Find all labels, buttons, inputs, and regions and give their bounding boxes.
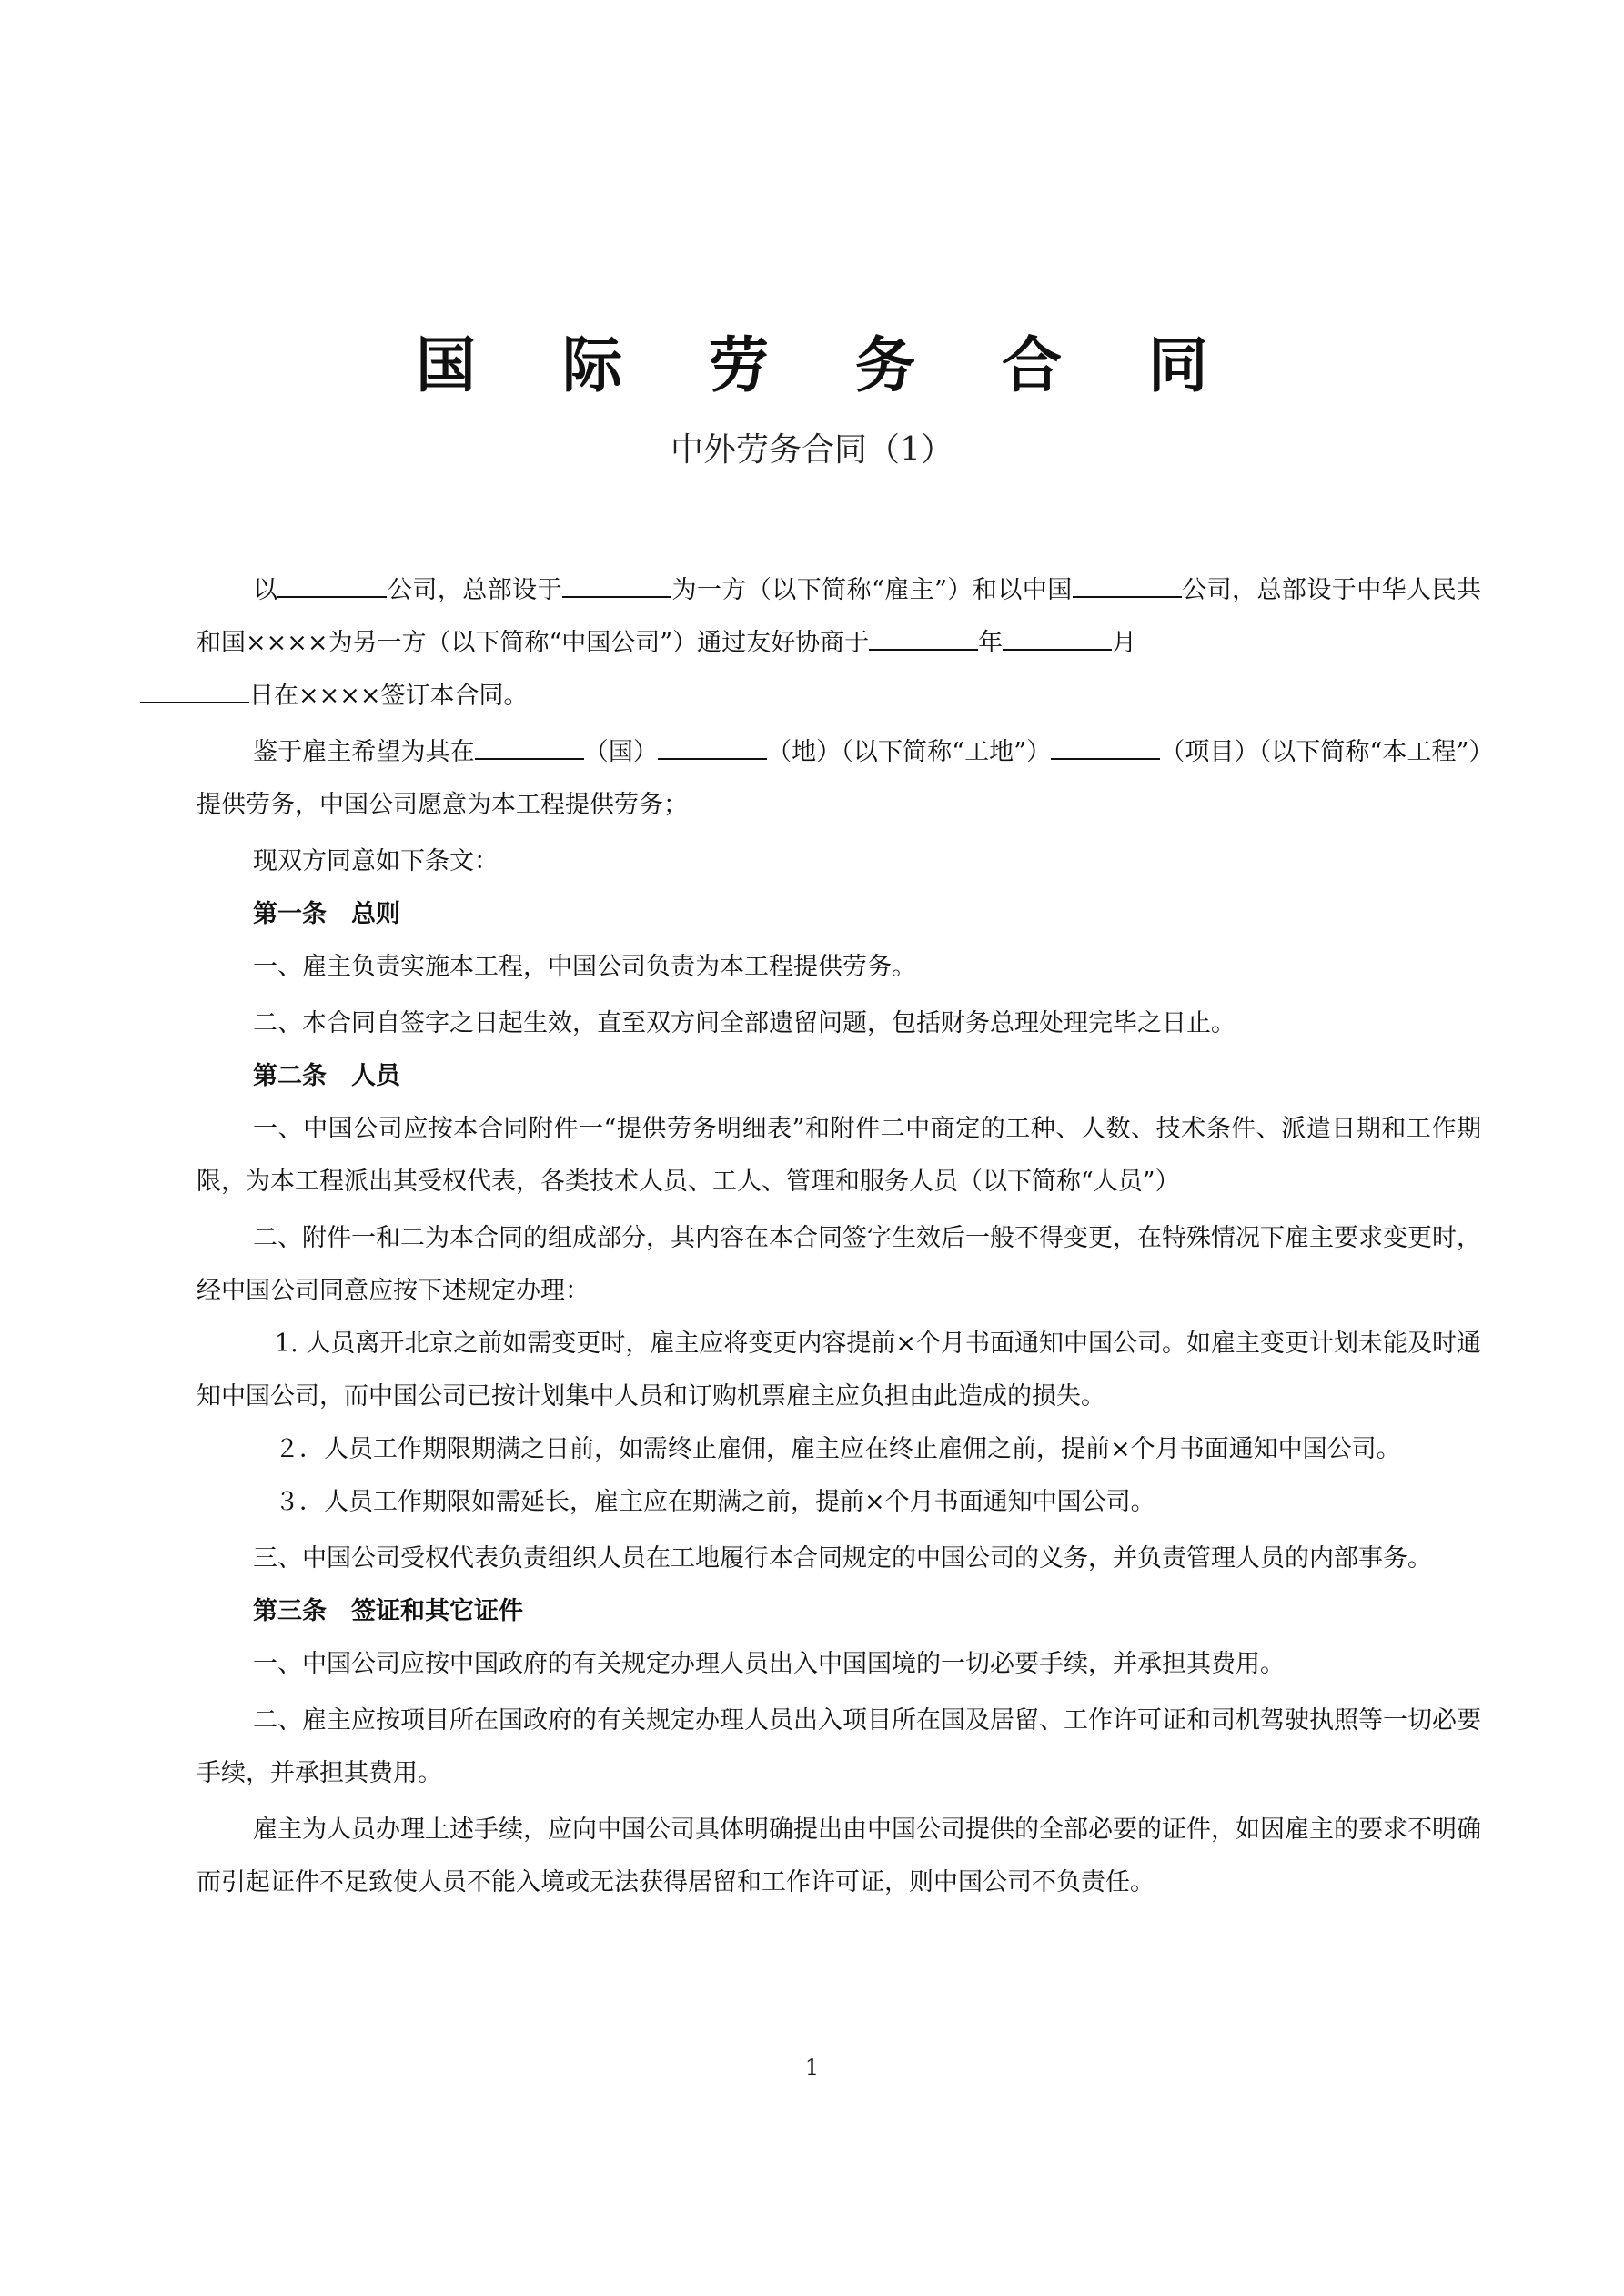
text-run: 年	[978, 629, 1004, 657]
preamble-paragraph-project	[197, 726, 1481, 832]
text-run: 日在××××签订本合同。	[249, 682, 529, 710]
article-list-item: ３．人员工作期限如需延长，雇主应在期满之前，提前×个月书面通知中国公司。	[275, 1488, 1155, 1516]
article-paragraph: 一、中国公司应按中国政府的有关规定办理人员出入中国国境的一切必要手续，并承担其费用。	[253, 1650, 1285, 1678]
document-title: 国 际 劳 务 合 同	[416, 330, 1241, 400]
text-run: 以	[253, 576, 278, 604]
fill-in-blank[interactable]	[869, 627, 978, 651]
fill-in-blank[interactable]	[1051, 736, 1160, 760]
text-run: 公司，总部设于中华人民共和国××××为另一方（以下简称“中国公司”）通过友好协商于	[197, 576, 1482, 657]
text-run: （项目）（以下简称“本工程”）提供劳务，中国公司愿意为本工程提供劳务；	[197, 738, 1481, 819]
article-paragraph: 二、附件一和二为本合同的组成部分，其内容在本合同签字生效后一般不得变更，在特殊情况下雇主要求变更时，经中国公司同意应按下述规定办理：	[197, 1224, 1481, 1305]
preamble-agreement: 现双方同意如下条文：	[253, 847, 499, 875]
article-heading: 第三条 签证和其它证件	[253, 1597, 523, 1625]
text-run: 鉴于雇主希望为其在	[253, 738, 475, 766]
article-list-item: 1. 人员离开北京之前如需变更时，雇主应将变更内容提前×个月书面通知中国公司。如雇主变更计划未能及时通知中国公司，而中国公司已按计划集中人员和订购机票雇主应负担由此造成的损失。	[197, 1330, 1481, 1411]
page-number: 1	[804, 2055, 820, 2080]
article-paragraph: 二、本合同自签字之日起生效，直至双方间全部遗留问题，包括财务总理处理完毕之日止。	[253, 1009, 1236, 1037]
fill-in-blank[interactable]	[475, 736, 584, 760]
document-body	[197, 564, 1481, 1909]
article-heading: 第二条 人员	[253, 1062, 400, 1090]
fill-in-blank[interactable]	[658, 736, 767, 760]
article-paragraph: 二、雇主应按项目所在国政府的有关规定办理人员出入项目所在国及居留、工作许可证和司机驾驶执照等一切必要手续，并承担其费用。	[197, 1706, 1481, 1787]
text-run: （地）（以下简称“工地”）	[767, 738, 1052, 766]
text-run: 月	[1112, 629, 1137, 657]
text-run: 为一方（以下简称“雇主”）和以中国	[671, 576, 1073, 604]
document-subtitle: 中外劳务合同（1）	[671, 431, 953, 469]
preamble-paragraph-parties	[197, 564, 1481, 723]
fill-in-blank[interactable]	[1073, 574, 1182, 598]
fill-in-blank[interactable]	[140, 680, 249, 703]
text-run: （国）	[583, 738, 659, 766]
article-heading: 第一条 总则	[253, 900, 400, 928]
fill-in-blank[interactable]	[1003, 627, 1112, 651]
article-list-item: ２．人员工作期限期满之日前，如需终止雇佣，雇主应在终止雇佣之前，提前×个月书面通知中国公司。	[275, 1435, 1401, 1463]
article-paragraph: 一、中国公司应按本合同附件一“提供劳务明细表”和附件二中商定的工种、人数、技术条件、派遣日期和工作期限，为本工程派出其受权代表，各类技术人员、工人、管理和服务人员（以下简称“人员”）	[197, 1115, 1481, 1196]
article-paragraph: 三、中国公司受权代表负责组织人员在工地履行本合同规定的中国公司的义务，并负责管理人员的内部事务。	[253, 1544, 1432, 1573]
article-paragraph: 雇主为人员办理上述手续，应向中国公司具体明确提出由中国公司提供的全部必要的证件，如因雇主的要求不明确而引起证件不足致使人员不能入境或无法获得居留和工作许可证，则中国公司不负责任。	[197, 1816, 1481, 1896]
fill-in-blank[interactable]	[277, 574, 387, 598]
text-run: 公司，总部设于	[387, 576, 563, 604]
article-paragraph: 一、雇主负责实施本工程，中国公司负责为本工程提供劳务。	[253, 953, 916, 981]
fill-in-blank[interactable]	[562, 574, 671, 598]
